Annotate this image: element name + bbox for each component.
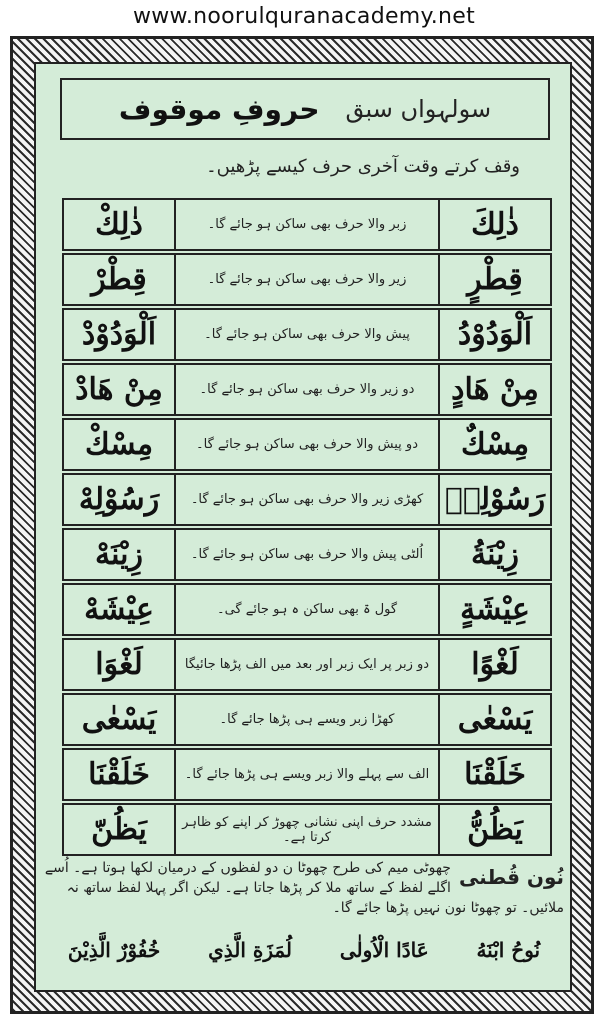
table-row [62,363,552,416]
original-word: يَسْعٰى [438,695,550,744]
original-word: اَلْوَدُوْدُ [438,310,550,359]
lesson-number: سولہواں سبق [345,95,492,123]
stopped-word: رَسُوْلِهْ [64,475,176,524]
example-word: نُوحُ ابْنَهُ [476,938,541,962]
stopped-word: عِيْشَهْ [64,585,176,634]
table-row [62,693,552,746]
footer-term: نُون قُطنی [458,865,564,889]
rule-text: مشدد حرف اپنی نشانی چھوڑ کر اپنے کو ظاہر کرتا ہے۔ [182,814,432,845]
rules-table [62,198,552,858]
rule-text: زیر والا حرف بھی ساکن ہو جائے گا۔ [207,272,407,287]
original-word: ذٰلِكَ [438,200,550,249]
table-row [62,748,552,801]
site-url: www.noorulquranacademy.net [132,4,476,29]
original-word: رَسُوْلِهٖ [438,475,550,524]
rule-text: گول ۃ بھی ساکن ہ ہو جائے گی۔ [216,602,398,617]
stopped-word: قِطْرْ [64,255,176,304]
footer-text: چھوٹی میم کی طرح چھوٹا ن دو لفظوں کے درمیان لکھا ہوتا ہے۔ اُسے اگلے لفظ کے ساتھ ملا کر پڑھا جاتا ہے۔ لیکن اگر پہلا لفظ ساتھ نہ ملائیں۔ تو چھوٹا نون نہیں پڑھا جائے گا۔ [44,860,564,916]
original-word: عِيْشَةٍ [438,585,550,634]
table-row [62,803,552,856]
table-row [62,308,552,361]
footer-note [44,858,564,918]
rule-text: الف سے پہلے والا زبر ویسے ہی پڑھا جائے گا۔ [184,767,430,782]
example-word: لُمَزَةِ الَّذِي [208,938,293,962]
stopped-word: زِيْنَهْ [64,530,176,579]
table-row [62,473,552,526]
rule-text: اُلٹی پیش والا حرف بھی ساکن ہو جائے گا۔ [190,547,424,562]
stopped-word: يَظُنّ [64,805,176,854]
table-row [62,253,552,306]
title-box [60,78,550,140]
stopped-word: يَسْعٰى [64,695,176,744]
table-row [62,638,552,691]
original-word: مِنْ هَادٍ [438,365,550,414]
rule-text: کھڑا زبر ویسے ہی پڑھا جائے گا۔ [219,712,395,727]
stopped-word: اَلْوَدُوْدْ [64,310,176,359]
stopped-word: ذٰلِكْ [64,200,176,249]
rule-text: پیش والا حرف بھی ساکن ہو جائے گا۔ [204,327,410,342]
stopped-word: مِسْكْ [64,420,176,469]
stopped-word: مِنْ هَادْ [64,365,176,414]
original-word: خَلَقْنَا [438,750,550,799]
original-word: زِيْنَةُ [438,530,550,579]
rule-text: دو پیش والا حرف بھی ساکن ہو جائے گا۔ [196,437,418,452]
table-row [62,583,552,636]
example-word: عَادًا الْاُولٰى [339,938,429,962]
rule-text: کھڑی زیر والا حرف بھی ساکن ہو جائے گا۔ [190,492,424,507]
page-title: حروفِ موقوف [118,92,320,126]
stopped-word: لَغْوَا [64,640,176,689]
original-word: لَغْوًا [438,640,550,689]
examples-row [44,938,564,962]
table-row [62,528,552,581]
rule-text: زبر والا حرف بھی ساکن ہو جائے گا۔ [207,217,407,232]
stopped-word: خَلَقْنَا [64,750,176,799]
original-word: مِسْكٌ [438,420,550,469]
table-row [62,198,552,251]
table-row [62,418,552,471]
example-word: خُفُوْرٌ الَّذِيْنَ [67,938,161,962]
rule-text: دو زیر والا حرف بھی ساکن ہو جائے گا۔ [199,382,415,397]
original-word: قِطْرٍ [438,255,550,304]
subtitle: وقف کرتے وقت آخری حرف کیسے پڑھیں۔ [206,156,520,177]
original-word: يَظُنُّ [438,805,550,854]
rule-text: دو زبر پر ایک زبر اور بعد میں الف پڑھا جائیگا [184,657,430,672]
